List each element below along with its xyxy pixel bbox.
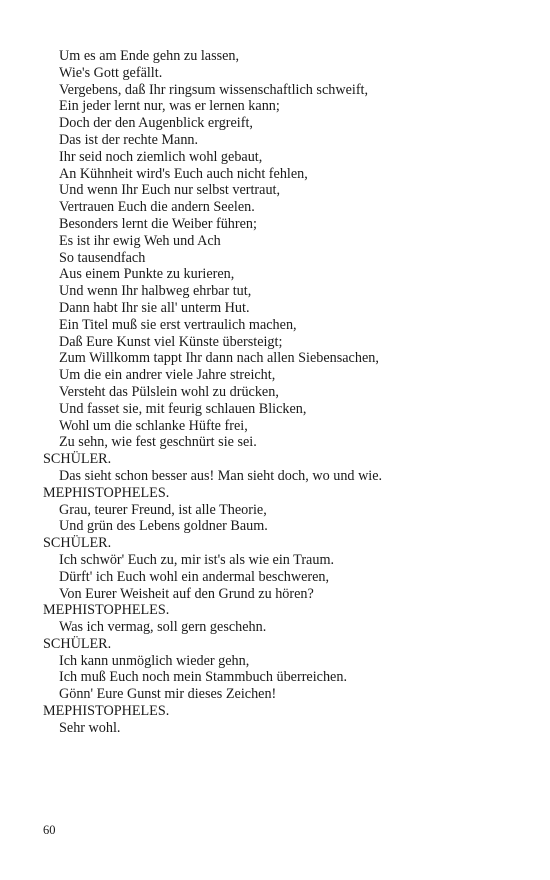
speaker-name: MEPHISTOPHELES.	[43, 484, 170, 501]
speaker-name: SCHÜLER.	[43, 535, 112, 552]
verse-line: Ich kann unmöglich wieder gehn,	[59, 652, 250, 669]
speaker-name: MEPHISTOPHELES.	[43, 602, 170, 619]
verse-line: Und fasset sie, mit feurig schlauen Blicken,	[59, 400, 307, 417]
verse-line: Von Eurer Weisheit auf den Grund zu hören?	[59, 585, 314, 602]
verse-line: Das ist der rechte Mann.	[59, 131, 199, 148]
verse-line: Gönn' Eure Gunst mir dieses Zeichen!	[59, 686, 277, 703]
verse-line: Es ist ihr ewig Weh und Ach	[59, 232, 221, 249]
verse-line: Dann habt Ihr sie all' unterm Hut.	[59, 299, 250, 316]
verse-line: Und wenn Ihr Euch nur selbst vertraut,	[59, 182, 281, 199]
verse-line: Um es am Ende gehn zu lassen,	[59, 48, 240, 64]
verse-line: Sehr wohl.	[59, 719, 121, 736]
verse-line: Wie's Gott gefällt.	[59, 64, 163, 81]
verse-line: Grau, teurer Freund, ist alle Theorie,	[59, 501, 267, 518]
verse-line: Ich muß Euch noch mein Stammbuch überreichen.	[59, 669, 347, 686]
speaker-name: SCHÜLER.	[43, 635, 112, 652]
verse-line: Versteht das Pülslein wohl zu drücken,	[59, 383, 279, 400]
verse-line: Ein Titel muß sie erst vertraulich machen,	[59, 316, 297, 333]
verse-line: Was ich vermag, soll gern geschehn.	[59, 619, 267, 636]
verse-line: Aus einem Punkte zu kurieren,	[59, 266, 235, 283]
speaker-name: MEPHISTOPHELES.	[43, 703, 170, 720]
verse-line: Zu sehn, wie fest geschnürt sie sei.	[59, 434, 257, 451]
verse-line: Ich schwör' Euch zu, mir ist's als wie ein Traum.	[59, 551, 335, 568]
verse-line: Doch der den Augenblick ergreift,	[59, 115, 253, 132]
verse-line: Ein jeder lernt nur, was er lernen kann;	[59, 98, 280, 115]
verse-line: Wohl um die schlanke Hüfte frei,	[59, 417, 248, 434]
verse-line: Ihr seid noch ziemlich wohl gebaut,	[59, 148, 263, 165]
verse-line: Vertrauen Euch die andern Seelen.	[59, 199, 255, 216]
play-text	[43, 48, 523, 737]
verse-line: Vergebens, daß Ihr ringsum wissenschaftlich schweift,	[59, 81, 369, 98]
verse-line: Dürft' ich Euch wohl ein andermal beschweren,	[59, 568, 330, 585]
verse-line: So tausendfach	[59, 249, 146, 266]
verse-line: Und wenn Ihr halbweg ehrbar tut,	[59, 283, 252, 300]
verse-line: Um die ein andrer viele Jahre streicht,	[59, 367, 276, 384]
verse-line: Zum Willkomm tappt Ihr dann nach allen Siebensachen,	[59, 350, 379, 367]
verse-line: Das sieht schon besser aus! Man sieht doch, wo und wie.	[59, 467, 383, 484]
verse-line: Daß Eure Kunst viel Künste übersteigt;	[59, 333, 283, 350]
speaker-name: SCHÜLER.	[43, 451, 112, 468]
verse-line: An Kühnheit wird's Euch auch nicht fehlen,	[59, 165, 308, 182]
verse-line: Besonders lernt die Weiber führen;	[59, 215, 257, 232]
page-number: 60	[43, 823, 56, 837]
verse-line: Und grün des Lebens goldner Baum.	[59, 518, 268, 535]
